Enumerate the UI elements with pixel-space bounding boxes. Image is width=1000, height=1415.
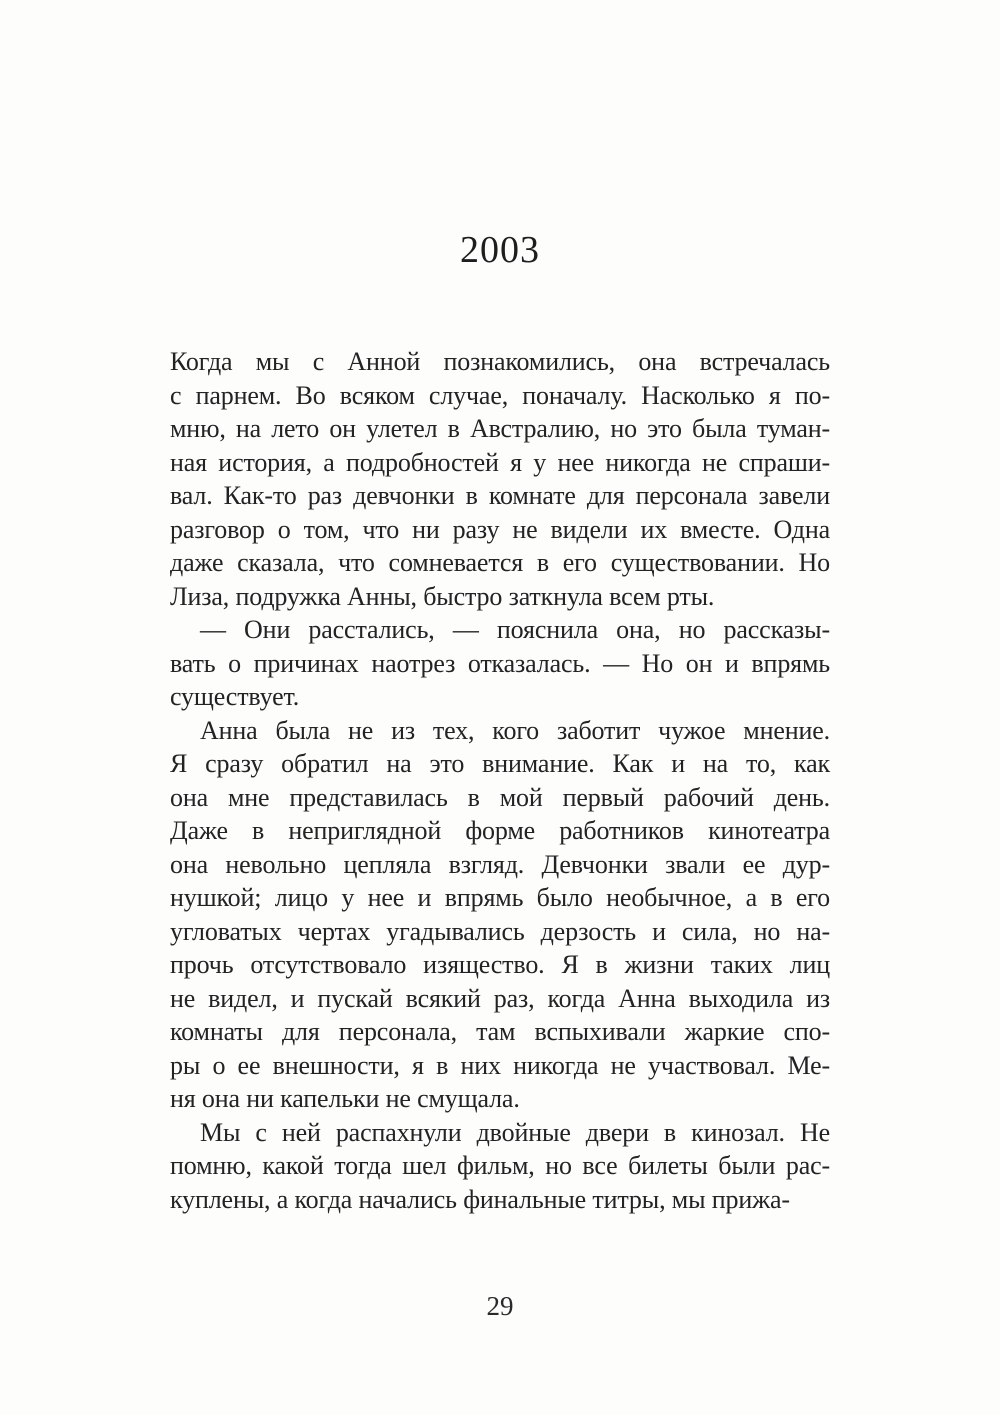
text-line: Анна была не из тех, кого заботит чужое мнение. [200, 715, 830, 745]
text-line: разговор о том, что ни разу не видели их вместе. Одна [170, 514, 830, 544]
paragraph [170, 714, 830, 1116]
page-number: 29 [486, 1291, 514, 1321]
text-line: куплены, а когда начались финальные титры, мы прижа- [170, 1184, 790, 1214]
text-line: существует. [170, 682, 300, 711]
text-line: она невольно цепляла взгляд. Девчонки звали ее дур- [170, 849, 830, 879]
text-line: помню, какой тогда шел фильм, но все билеты были рас- [170, 1151, 830, 1180]
text-line: она мне представилась в мой первый рабочий день. [170, 782, 830, 812]
text-line: мню, на лето он улетел в Австралию, но это была туман- [170, 414, 830, 443]
text-line: Мы с ней распахнули двойные двери в кинозал. Не [200, 1117, 830, 1147]
text-line: ня она ни капельки не смущала. [170, 1084, 520, 1113]
text-line: не видел, и пускай всякий раз, когда Анна выходила из [170, 983, 830, 1013]
text-line: Когда мы с Анной познакомились, она встречалась [170, 347, 830, 376]
text-line: — Они расстались, — пояснила она, но рассказы- [200, 615, 830, 644]
text-line: с парнем. Во всяком случае, поначалу. Насколько я по- [170, 380, 830, 410]
text-line: Даже в неприглядной форме работников кинотеатра [170, 816, 830, 845]
text-line: Я сразу обратил на это внимание. Как и на то, как [170, 749, 830, 778]
text-line: комнаты для персонала, там вспыхивали жаркие спо- [170, 1017, 830, 1046]
text-line: ная история, а подробностей я у нее никогда не спраши- [170, 447, 830, 477]
text-line: ры о ее внешности, я в них никогда не участвовал. Ме- [170, 1050, 830, 1080]
paragraph [170, 1116, 830, 1217]
paragraph [170, 613, 830, 714]
text-line: вать о причинах наотрез отказалась. — Но он и впрямь [170, 648, 830, 678]
text-line: Лиза, подружка Анны, быстро заткнула всем рты. [170, 581, 715, 611]
text-line: вал. Как-то раз девчонки в комнате для персонала завели [170, 481, 830, 510]
text-line: нушкой; лицо у нее и впрямь было необычное, а в его [170, 883, 830, 912]
text-line: угловатых чертах угадывались дерзость и сила, но на- [170, 916, 830, 946]
text-line: прочь отсутствовало изящество. Я в жизни таких лиц [170, 950, 830, 979]
text-line: даже сказала, что сомневается в его существовании. Но [170, 548, 830, 577]
paragraph [170, 345, 830, 613]
text-block [170, 345, 830, 1216]
chapter-title: 2003 [460, 229, 540, 271]
